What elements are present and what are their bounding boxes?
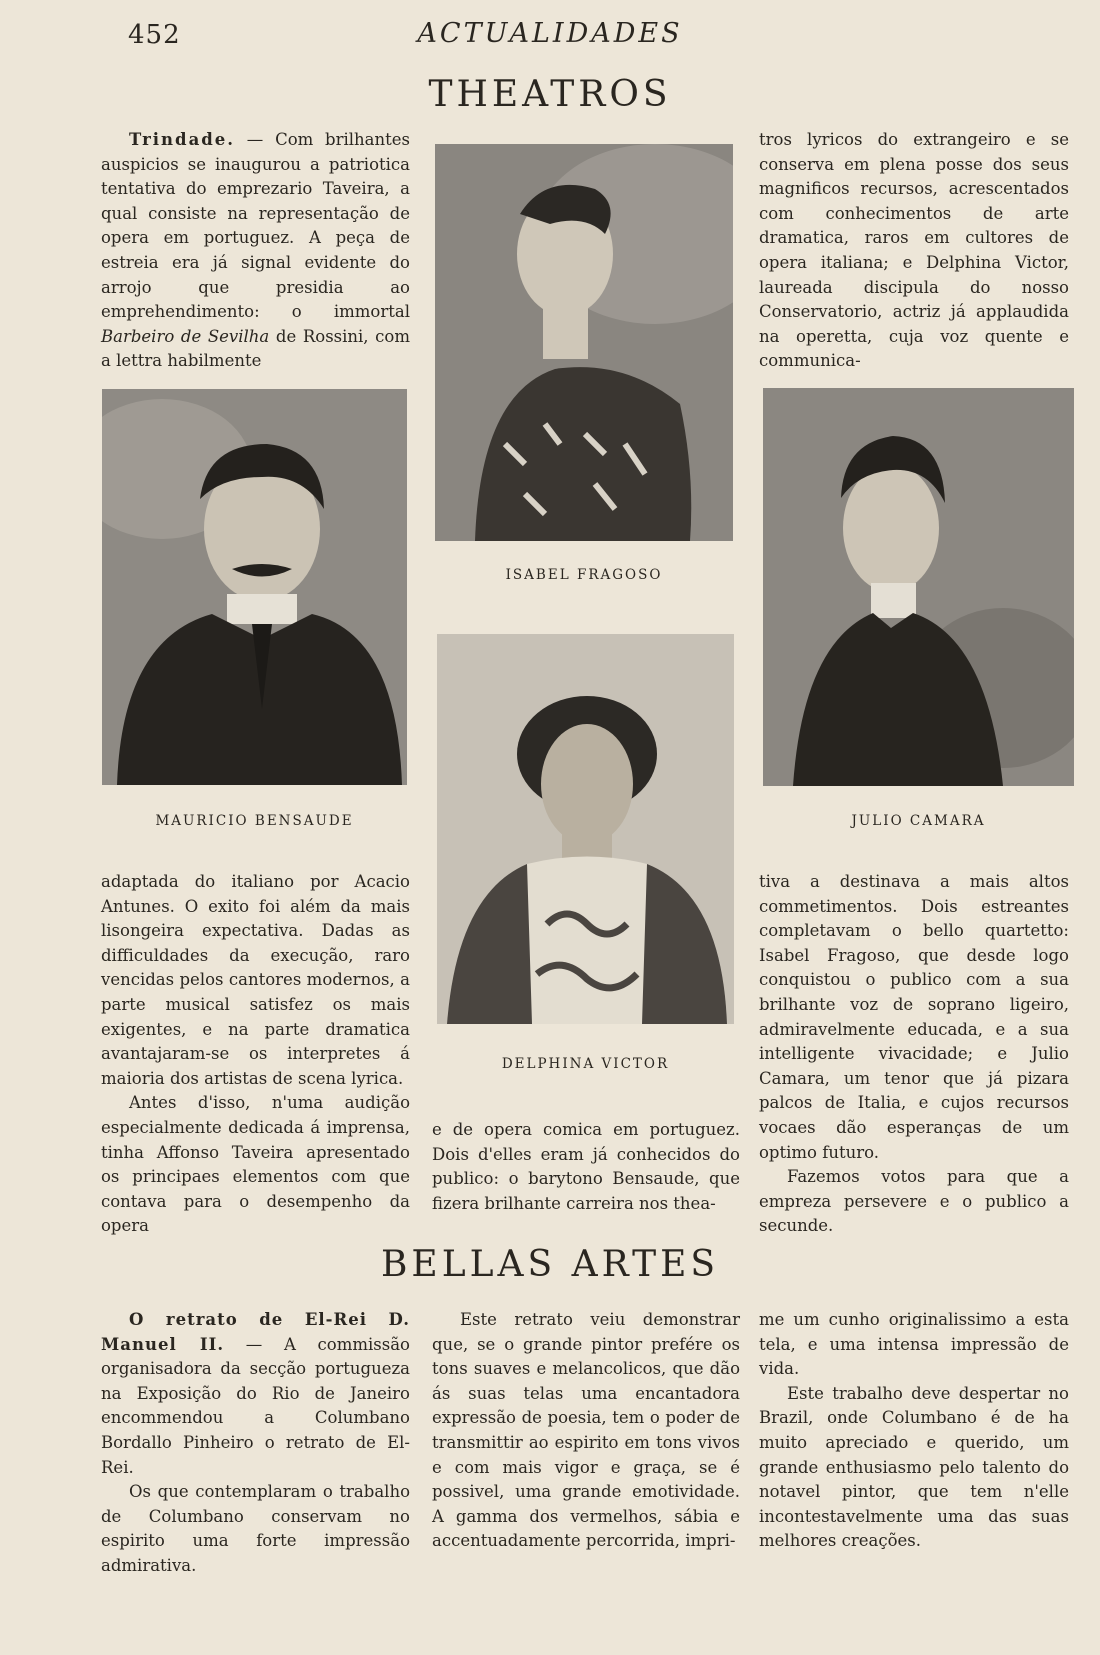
theatros-col2-bottom: e de opera comica em portuguez. Dois d'elles eram já conhecidos do publico: o barytono Bensaude, que fizera brilhante carreira nos thea- <box>432 1120 740 1213</box>
bellas-artes-col1: O retrato de El-Rei D. Manuel II. — A commissão organisadora da secção portugueza na Exposição do Rio de Janeiro encommendou a Columbano Bordallo Pinheiro o retrato de El-Rei. Os que contemplaram o trabalho de Columbano conservam no espirito uma forte impressão admirativa. <box>101 1310 410 1575</box>
bellas-artes-col2: Este retrato veiu demonstrar que, se o grande pintor prefére os tons suaves e melancolicos, que dão ás suas telas uma encantadora expressão de poesia, tem o poder de transmittir ao espirito em tons vivos e com mais vigor e graça, se é possivel, uma grande emotividade. A gamma dos vermelhos, sábia e accentuadamente percorrida, impri- <box>432 1310 740 1551</box>
theatros-col3-bottom: tiva a destinava a mais altos commetimentos. Dois estreantes completavam o bello quartetto: Isabel Fragoso, que desde logo conquistou o publico com a sua brilhante voz de soprano ligeiro, admiravelmente educada, e a sua intelligente vivacidade; e Julio Camara, um tenor que já pizara palcos de Italia, e cujos recursos vocaes dão esperanças de um optimo futuro. Fazemos votos para que a empreza persevere e o publico a secunde. <box>759 872 1069 1236</box>
lead-trindade: Trindade. <box>129 130 236 149</box>
caption-delphina-victor: DELPHINA VICTOR <box>501 1056 670 1072</box>
section-title-bellas-artes: BELLAS ARTES <box>380 1244 720 1285</box>
lead-retrato: O retrato de El-Rei D. Manuel II. <box>101 1310 410 1354</box>
section-title-theatros: THEATROS <box>428 74 672 115</box>
theatros-col1-top: Trindade. — Com brilhantes auspicios se inaugurou a patriotica tentativa do emprezario Taveira, a qual consiste na representação de opera em portuguez. A peça de estreia era já signal evidente do arrojo que presidia ao emprehendimento: o immortal Barbeiro de Sevilha de Rossini, com a lettra habilmente <box>101 130 411 371</box>
photo-delphina-victor <box>437 634 734 1024</box>
running-head: ACTUALIDADES <box>417 18 683 49</box>
caption-julio-camara: JULIO CAMARA <box>851 813 986 829</box>
photo-mauricio-bensaude <box>102 389 407 785</box>
photo-isabel-fragoso <box>435 144 733 541</box>
theatros-col3-top: tros lyricos do extrangeiro e se conserva em plena posse dos seus magnificos recursos, acrescentados com conhecimentos de arte dramatica, raros em cultores de opera italiana; e Delphina Victor, laureada discipula do nosso Conservatorio, actriz já applaudida na operetta, cuja voz quente e communica- <box>759 130 1069 371</box>
caption-isabel-fragoso: ISABEL FRAGOSO <box>505 567 663 583</box>
photo-julio-camara <box>763 388 1074 786</box>
theatros-col1-bottom: adaptada do italiano por Acacio Antunes. O exito foi além da mais lisongeira expectativa. Dadas as difficuldades da execução, raro vencidas pelos cantores modernos, a parte musical satisfez os mais exigentes, e na parte dramatica avantajaram-se os interpretes á maioria dos artistas de scena lyrica. Antes d'isso, n'uma audição especialmente dedicada á imprensa, tinha Affonso Taveira apresentado os principaes elementos com que contava para o desempenho da opera <box>101 872 410 1236</box>
bellas-artes-col3: me um cunho originalissimo a esta tela, e uma intensa impressão de vida. Este trabalho deve despertar no Brazil, onde Columbano é de ha muito apreciado e querido, um grande enthusiasmo pelo talento do notavel pintor, que tem n'elle incontestavelmente uma das suas melhores creações. <box>759 1310 1069 1551</box>
page-number: 452 <box>128 20 181 50</box>
title-barbeiro: Barbeiro de Sevilha <box>101 326 270 346</box>
caption-mauricio-bensaude: MAURICIO BENSAUDE <box>155 813 354 829</box>
